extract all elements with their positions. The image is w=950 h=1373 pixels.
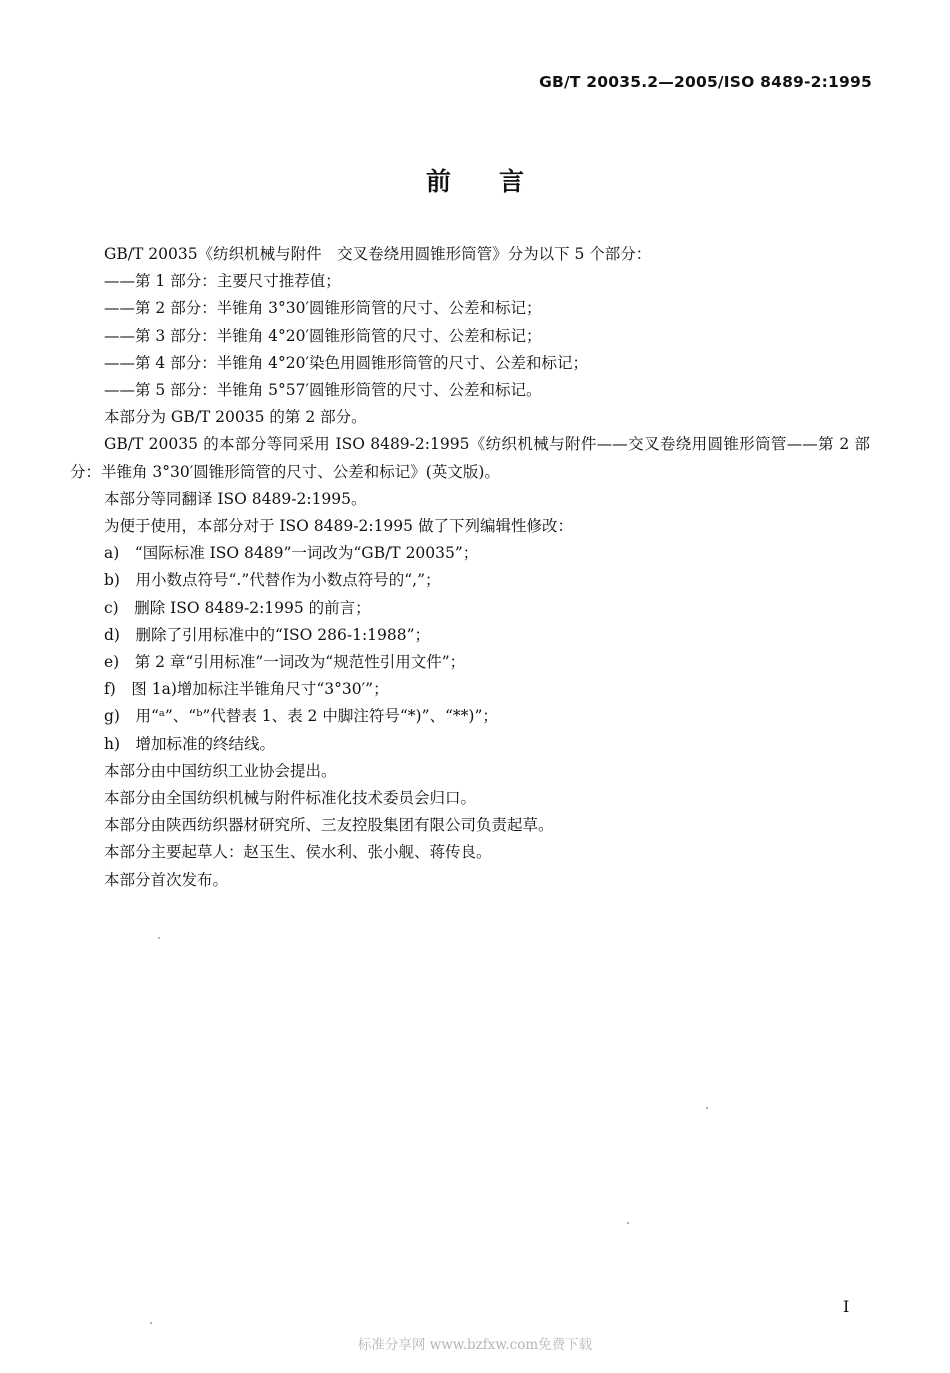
modification-item: g) 用“ᵃ”、“ᵇ”代替表 1、表 2 中脚注符号“*)”、“**)”； xyxy=(104,707,498,726)
modification-item: f) 图 1a)增加标注半锥角尺寸“3°30′”； xyxy=(104,680,389,699)
paragraph: 本部分为 GB/T 20035 的第 2 部分。 xyxy=(104,408,367,427)
paragraph: 本部分首次发布。 xyxy=(104,870,229,889)
standard-code: GB/T 20035.2—2005/ISO 8489-2:1995 xyxy=(539,73,872,91)
modification-item: b) 用小数点符号“.”代替作为小数点符号的“,”； xyxy=(104,571,441,590)
paragraph: 本部分由全国纺织机械与附件标准化技术委员会归口。 xyxy=(104,789,477,808)
scan-speck xyxy=(706,1107,708,1109)
paragraph: 本部分主要起草人：赵玉生、侯水利、张小舰、蒋传良。 xyxy=(104,843,492,862)
page-number: I xyxy=(843,1297,850,1316)
modification-item: c) 删除 ISO 8489-2:1995 的前言； xyxy=(104,598,371,617)
paragraph: 为便于使用，本部分对于 ISO 8489-2:1995 做了下列编辑性修改： xyxy=(104,517,573,536)
modification-item: h) 增加标准的终结线。 xyxy=(104,734,276,753)
intro-line: GB/T 20035《纺织机械与附件 交叉卷绕用圆锥形筒管》分为以下 5 个部分： xyxy=(104,245,652,263)
watermark: 标准分享网 www.bzfxw.com免费下载 xyxy=(357,1337,593,1353)
modification-item: a) “国际标准 ISO 8489”一词改为“GB/T 20035”； xyxy=(104,544,479,563)
paragraph: 本部分等同翻译 ISO 8489-2:1995。 xyxy=(104,489,367,508)
document-body xyxy=(70,241,870,894)
paragraph: 本部分由陕西纺织器材研究所、三友控股集团有限公司负责起草。 xyxy=(104,816,554,835)
paragraph: 本部分由中国纺织工业协会提出。 xyxy=(104,761,337,780)
scan-speck xyxy=(627,1222,629,1224)
scan-speck xyxy=(158,937,160,939)
paragraph-adoption: GB/T 20035 的本部分等同采用 ISO 8489-2:1995《纺织机械与附件——交叉卷绕用圆锥形筒管——第 2 部分：半锥角 3°30′圆锥形筒管的尺寸、公差和标记》(英文版)。 xyxy=(70,435,870,481)
part-item: ——第 2 部分：半锥角 3°30′圆锥形筒管的尺寸、公差和标记； xyxy=(104,299,542,318)
part-item: ——第 4 部分：半锥角 4°20′染色用圆锥形筒管的尺寸、公差和标记； xyxy=(104,353,588,372)
part-item: ——第 5 部分：半锥角 5°57′圆锥形筒管的尺寸、公差和标记。 xyxy=(104,381,542,400)
scan-speck xyxy=(150,1322,152,1324)
part-item: ——第 1 部分：主要尺寸推荐值； xyxy=(104,272,341,291)
part-item: ——第 3 部分：半锥角 4°20′圆锥形筒管的尺寸、公差和标记； xyxy=(104,326,542,345)
modification-item: d) 删除了引用标准中的“ISO 286-1:1988”； xyxy=(104,625,431,644)
modification-item: e) 第 2 章“引用标准”一词改为“规范性引用文件”； xyxy=(104,653,466,672)
page-title: 前言 xyxy=(425,167,572,196)
